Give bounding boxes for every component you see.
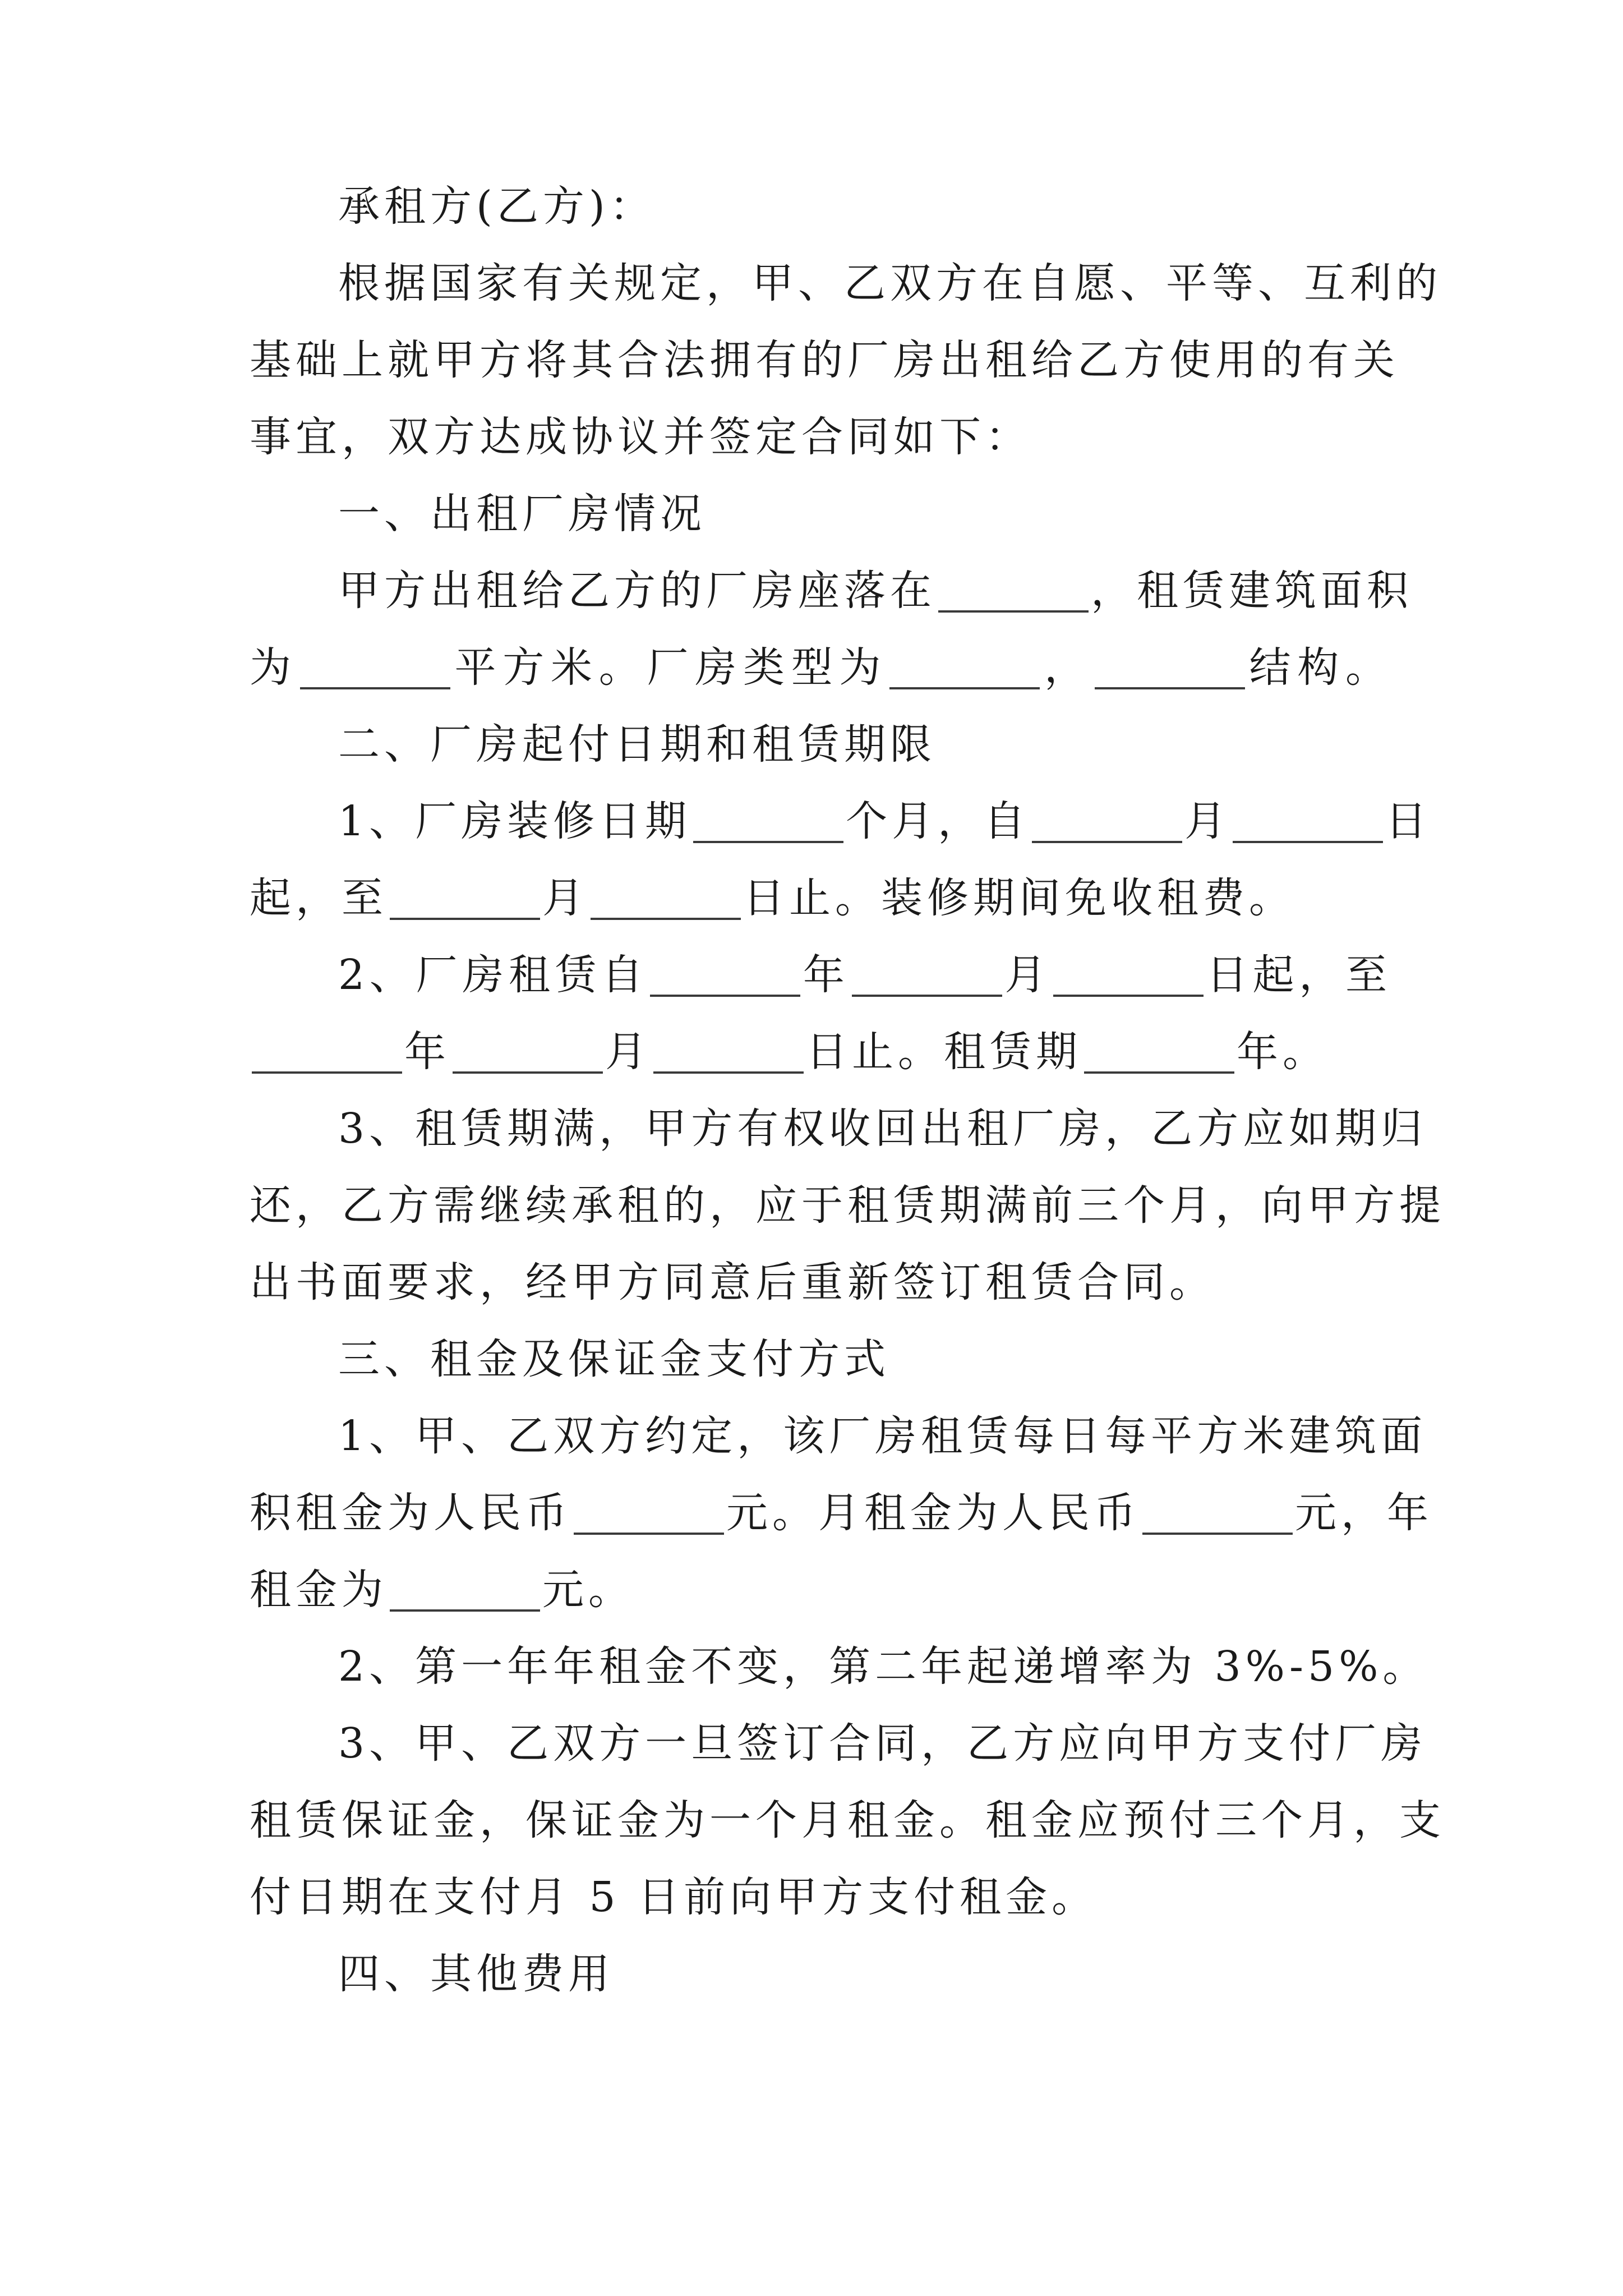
text-run: 甲方出租给乙方的厂房座落在 [338,567,936,615]
clause-3-3-line-2 [250,1782,1445,1859]
clause-2-1-line-2 [250,860,1391,937]
text-run: 2、第一年年租金不变，第二年起递增率为 3%-5%。 [338,1642,1429,1691]
contract-body [250,168,1445,2013]
text-run: 一、出租厂房情况 [338,490,706,538]
clause-3-1-line-2 [250,1475,1433,1552]
text-run: 月 [542,874,588,922]
section-heading-2 [250,706,1391,783]
text-run: 起，至 [250,874,388,922]
paragraph-intro-line-2 [250,322,1399,399]
text-run: 出书面要求，经甲方同意后重新签订租赁合同。 [250,1258,1215,1306]
text-run: 为 [250,643,298,692]
paragraph-intro-line-3 [250,399,1391,476]
text-run: 元。 [542,1566,634,1614]
text-run: 日止。租赁期 [806,1028,1082,1076]
clause-3-3-line-1 [250,1705,1427,1782]
text-run: 日止。装修期间免收租费。 [743,874,1295,922]
text-run: 年 [803,951,850,999]
text-run: 3、甲、乙双方一旦签订合同，乙方应向甲方支付厂房 [338,1719,1427,1768]
fill-in-blank [653,1071,804,1074]
fill-in-blank [1032,841,1182,843]
fill-in-blank [1142,1533,1293,1535]
text-run: 四、其他费用 [338,1950,614,1998]
clause-3-3-line-3 [250,1859,1391,1936]
fill-in-blank [390,918,540,920]
section-heading-3 [250,1321,1391,1398]
text-run: 租金为 [250,1566,388,1614]
fill-in-blank [453,1071,603,1074]
fill-in-blank [252,1071,402,1074]
text-run: 二、厂房起付日期和租赁期限 [338,720,936,769]
section-heading-1 [250,476,1391,553]
fill-in-blank [938,610,1089,613]
clause-2-3-line-2 [250,1167,1445,1244]
fill-in-blank [693,841,843,843]
clause-location-line-2 [250,629,1391,706]
paragraph-intro-line-1 [250,245,1442,322]
fill-in-blank [1095,687,1245,689]
fill-in-blank [390,1609,540,1612]
clause-2-3-line-1 [250,1091,1427,1167]
text-run: 结构。 [1247,643,1391,692]
text-run: 平方米。厂房类型为 [452,643,888,692]
text-run: 元。月租金为人民币 [726,1489,1140,1537]
text-run: ， [1042,643,1092,692]
clause-3-2 [250,1628,1429,1705]
fill-in-blank [574,1533,724,1535]
fill-in-blank [1053,995,1204,997]
clause-2-1-line-1 [250,783,1432,860]
text-run: 三、租金及保证金支付方式 [338,1335,890,1383]
clause-3-1-line-3 [250,1552,1391,1628]
text-run: 3、租赁期满，甲方有权收回出租厂房，乙方应如期归 [338,1105,1427,1153]
fill-in-blank [300,687,450,689]
text-run: 租赁保证金，保证金为一个月租金。租金应预付三个月，支 [250,1796,1445,1844]
text-run: 1、甲、乙双方约定，该厂房租赁每日每平方米建筑面 [338,1412,1427,1460]
text-run: 事宜，双方达成协议并签定合同如下： [250,413,1031,461]
text-run: 承租方(乙方)： [338,182,656,231]
text-run: 月 [1004,951,1052,999]
text-run: 元，年 [1295,1489,1433,1537]
text-run: 积租金为人民币 [250,1489,571,1537]
text-run: 年。 [1237,1028,1329,1076]
fill-in-blank [591,918,741,920]
clause-3-1-line-1 [250,1398,1427,1475]
text-run: ，租赁建筑面积 [1091,567,1413,615]
fill-in-blank [852,995,1002,997]
text-run: 日起，至 [1206,951,1392,999]
fill-in-blank [650,995,800,997]
text-run: 日 [1385,797,1432,845]
clause-2-2-line-2 [250,1014,1391,1091]
text-run: 根据国家有关规定，甲、乙双方在自愿、平等、互利的 [338,259,1442,307]
text-run: 月 [605,1028,651,1076]
clause-location-line-1 [250,553,1413,629]
section-heading-4 [250,1936,1391,2013]
clause-2-2-line-1 [250,937,1391,1014]
clause-2-3-line-3 [250,1244,1391,1321]
text-run: 还，乙方需继续承租的，应于租赁期满前三个月，向甲方提 [250,1181,1445,1230]
text-run: 月 [1184,797,1231,845]
text-run: 1、厂房装修日期 [338,797,691,845]
text-run: 2、厂房租赁自 [338,951,648,999]
text-run: 付日期在支付月 5 日前向甲方支付租金。 [250,1873,1098,1921]
lessee-label [250,168,1391,245]
text-run: 个月，自 [846,797,1030,845]
text-run: 年 [404,1028,450,1076]
fill-in-blank [1233,841,1383,843]
text-run: 基础上就甲方将其合法拥有的厂房出租给乙方使用的有关 [250,336,1399,384]
fill-in-blank [1084,1071,1234,1074]
fill-in-blank [889,687,1040,689]
